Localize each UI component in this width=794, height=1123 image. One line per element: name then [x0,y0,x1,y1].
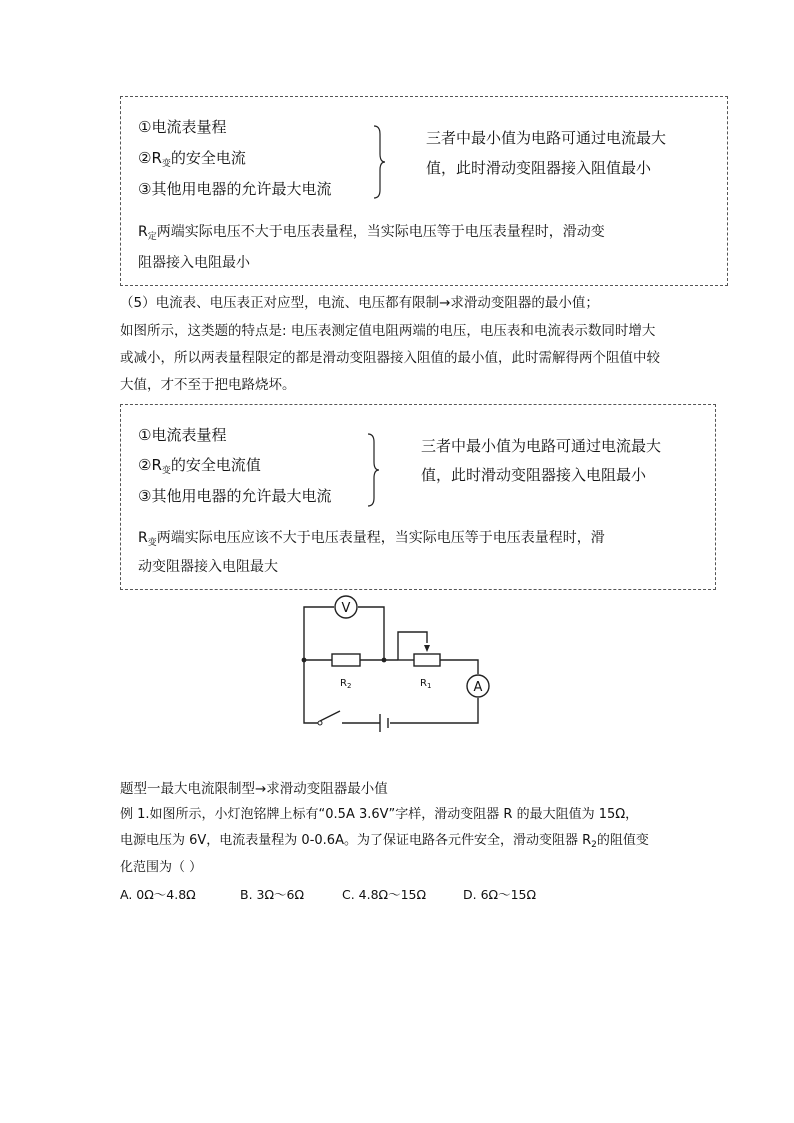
option-c[interactable]: C. 4.8Ω～15Ω [342,887,427,902]
section5-line-3: 大值，才不至于把电路烧坏。 [120,377,296,393]
box1-note-r: R [138,224,148,240]
box1-right-line-1: 三者中最小值为电路可通过电流最大 [426,129,667,147]
box1-note-line-2: 阻器接入电阻最小 [138,255,250,271]
option-d[interactable]: D. 6Ω～15Ω [463,887,537,902]
question-line-1: 例 1.如图所示，小灯泡铭牌上标有“0.5A 3.6V”字样，滑动变阻器 R 的最大阻值为 15Ω， [120,807,639,822]
box1-item-2-sub: 变 [161,159,171,169]
question-type-heading: 题型一最大电流限制型→求滑动变阻器最小值 [120,781,388,797]
question-line-3: 化范围为（ ） [120,860,203,875]
question-line-2-rest: 的阻值变 [596,833,649,848]
box1-note-text: 两端实际电压不大于电压表量程，当实际电压等于电压表量程时，滑动变 [156,224,605,240]
box1-item-2-r: ②R [138,149,162,167]
box2-item-3: ③其他用电器的允许最大电流 [138,487,332,505]
box2-item-2 [138,455,261,481]
rheostat-slider-arrow [424,645,430,652]
rheostat-r1 [414,654,440,666]
box1-note-sub: 定 [147,232,157,242]
box1-brace [372,124,386,200]
ammeter-label: A [473,680,483,695]
resistor-r2 [332,654,360,666]
box1-note-line-1 [138,222,605,247]
box2-item-1: ①电流表量程 [138,426,227,444]
option-a[interactable]: A. 0Ω～4.8Ω [120,887,196,902]
question-line-2-text: 电源电压为 6V，电流表量程为 0-0.6A。为了保证电路各元件安全，滑动变阻器 R [120,833,592,848]
junction-dot-left [302,658,307,663]
box1-item-2 [138,148,246,174]
option-b[interactable]: B. 3Ω～6Ω [240,887,305,902]
box1-item-3: ③其他用电器的允许最大电流 [138,180,332,198]
box2-right-line-1: 三者中最小值为电路可通过电流最大 [421,437,662,455]
box2-item-2-r: ②R [138,456,162,474]
box2-right-line-2: 值，此时滑动变阻器接入电阻最小 [421,466,647,484]
voltmeter-label: V [341,601,351,616]
question-line-2 [120,829,649,857]
box2-brace [366,432,380,508]
box2-item-2-rest: 的安全电流值 [170,456,261,474]
box2-note-r: R [138,530,148,546]
box2-note-line-1 [138,528,605,553]
box2-note-line-2: 动变阻器接入电阻最大 [138,559,278,575]
section5-heading: （5）电流表、电压表正对应型，电流、电压都有限制→求滑动变阻器的最小值； [120,295,599,311]
switch-pivot-dot [318,721,322,725]
box2-item-2-sub: 变 [161,466,171,476]
circuit-diagram [290,590,500,740]
r1-label: $R_1$ [420,678,432,690]
question-line-2-sub: 2 [591,840,597,850]
box2-note-text: 两端实际电压应该不大于电压表量程，当实际电压等于电压表量程时，滑 [156,530,605,546]
junction-dot-right [382,658,387,663]
box2-note-sub: 变 [147,538,157,548]
box1-item-1: ①电流表量程 [138,118,227,136]
box1-right-line-2: 值，此时滑动变阻器接入阻值最小 [426,159,652,177]
r2-label: $R_2$ [340,678,352,690]
section5-line-1: 如图所示，这类题的特点是: 电压表测定值电阻两端的电压，电压表和电流表示数同时增大 [120,323,656,339]
box1-item-2-rest: 的安全电流 [170,149,246,167]
section5-line-2: 或减小，所以两表量程限定的都是滑动变阻器接入阻值的最小值，此时需解得两个阻值中较 [120,350,660,366]
